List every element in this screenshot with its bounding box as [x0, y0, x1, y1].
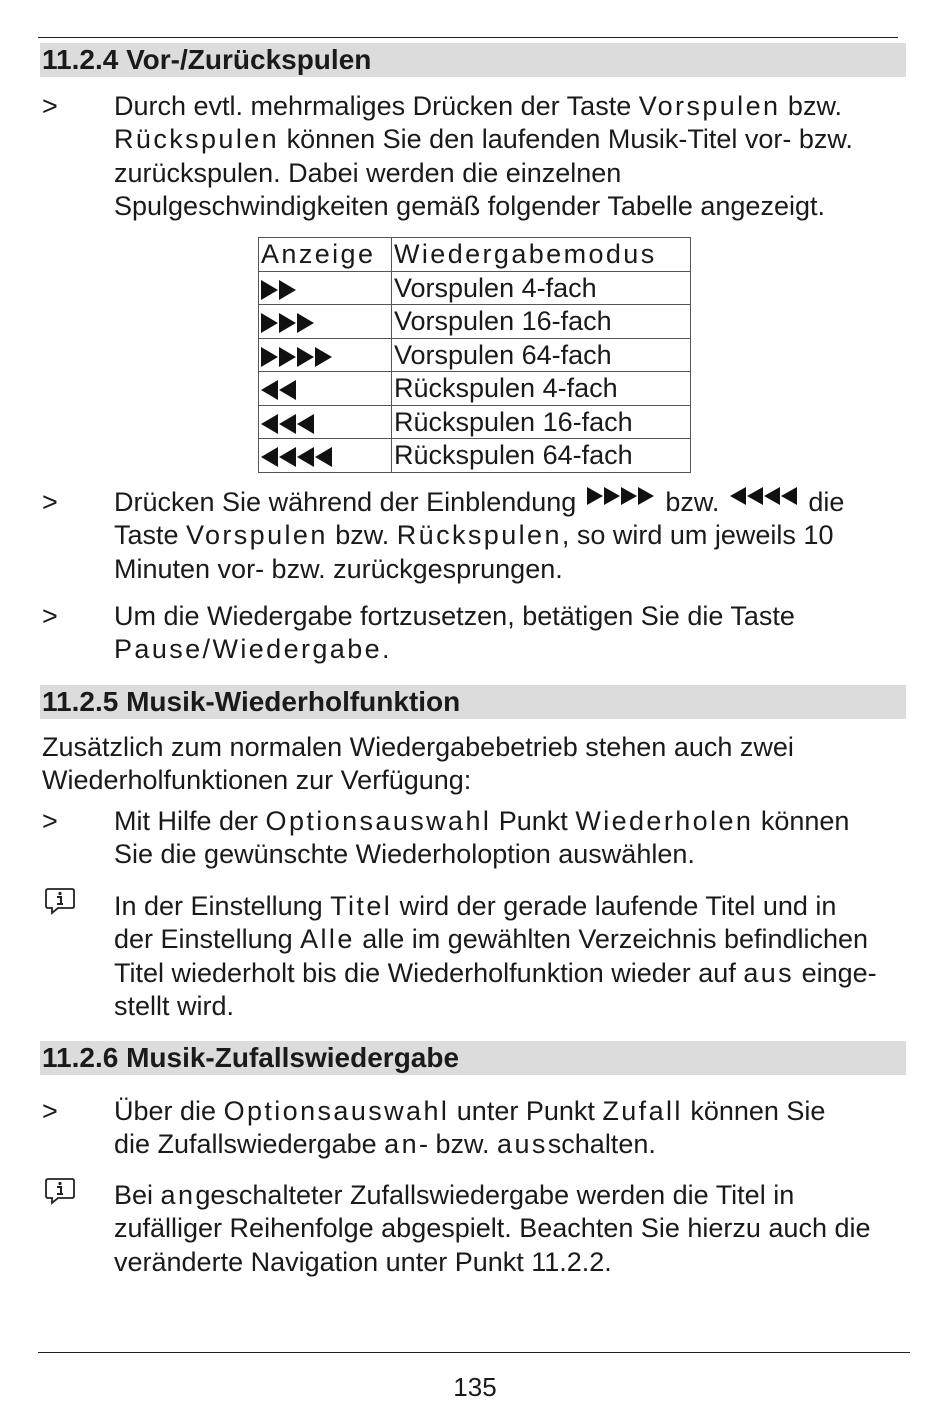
text: bzw. — [327, 520, 397, 551]
text-line — [114, 486, 914, 519]
text-line — [114, 519, 914, 552]
text-line: Sie die gewünschte Wiederholoption auswählen. — [114, 839, 695, 870]
key-label-pause-play: Pause/Wiedergabe — [114, 634, 383, 665]
table-cell-icon — [259, 271, 392, 305]
table-cell-mode: Rückspulen 16-fach — [392, 405, 691, 439]
rewind-4x-icon — [261, 447, 333, 467]
section-heading-shuffle: 11.2.6 Musik-Zufallswiedergabe — [40, 1041, 906, 1075]
table-cell-icon — [259, 305, 392, 339]
bullet-marker: > — [42, 601, 58, 631]
table-cell-icon — [259, 372, 392, 406]
text-line: veränderte Navigation unter Punkt 11.2.2. — [114, 1246, 612, 1277]
table-row — [259, 338, 691, 372]
bullet-marker: > — [42, 806, 58, 836]
bottom-rule — [38, 1352, 910, 1353]
forward-4x-icon — [261, 347, 333, 367]
info-icon — [44, 1177, 76, 1205]
text-line — [114, 123, 914, 156]
text: Drücken Sie während der Einblendung — [114, 487, 577, 517]
table-row — [259, 305, 691, 339]
text: Über die — [114, 1096, 224, 1126]
key-label-rewind: Rückspulen — [114, 124, 280, 155]
forward-3x-icon — [261, 313, 315, 333]
bullet-marker: > — [42, 1096, 58, 1126]
info-icon — [44, 887, 76, 915]
bullet-marker: > — [42, 487, 58, 517]
text-line: Wiederholfunktionen zur Verfügung: — [42, 765, 472, 796]
text-line — [114, 90, 914, 123]
text: der Einstellung — [114, 924, 301, 955]
text: Durch evtl. mehrmaliges Drücken der Taste — [114, 91, 639, 121]
text: - bzw. — [419, 1129, 498, 1160]
text: Titel wiederholt bis die Wiederholfunktion wieder auf — [114, 957, 744, 988]
table-row — [259, 372, 691, 406]
paragraph-resume-playback — [114, 600, 914, 667]
table-cell-icon — [259, 405, 392, 439]
key-label-title: Titel — [330, 891, 393, 921]
text-line — [114, 1179, 914, 1212]
text-line: Um die Wiedergabe fortzusetzen, betätigen Sie die Taste — [114, 601, 795, 631]
text: bzw. — [780, 91, 842, 121]
forward-2x-icon — [261, 280, 297, 300]
page-number: 135 — [453, 1372, 497, 1402]
table-cell-mode: Vorspulen 64-fach — [392, 338, 691, 372]
bullet-marker: > — [42, 91, 58, 121]
table-header-row — [259, 238, 691, 272]
text-line — [114, 1095, 914, 1128]
text-line: Minuten vor- bzw. zurückgesprungen. — [114, 553, 563, 584]
key-label-all: Alle — [300, 924, 355, 955]
text: In der Einstellung — [114, 891, 331, 921]
text-line: zurückspulen. Dabei werden die einzelnen — [114, 157, 622, 188]
text: , so wird um jeweils 10 — [561, 520, 834, 551]
text: können Sie — [682, 1096, 826, 1126]
rewind-3x-icon — [261, 414, 315, 434]
key-label-options: Optionsauswahl — [223, 1096, 450, 1126]
table-header-mode: Wiedergabemodus — [392, 238, 691, 272]
spool-speed-table — [258, 237, 691, 473]
text-line — [114, 805, 914, 838]
table-cell-mode: Rückspulen 4-fach — [392, 372, 691, 406]
rewind-2x-icon — [261, 380, 297, 400]
paragraph-repeat-intro — [42, 731, 794, 798]
text-line: zufälliger Reihenfolge abgespielt. Beachten Sie hierzu auch die — [114, 1213, 871, 1244]
text-line — [114, 957, 914, 990]
text: schalten. — [547, 1129, 656, 1160]
key-label-on: an — [160, 1180, 196, 1210]
note-shuffle — [114, 1179, 914, 1279]
text-line — [114, 923, 914, 956]
table-cell-mode: Rückspulen 64-fach — [392, 439, 691, 473]
table-cell-icon — [259, 338, 392, 372]
text-line — [114, 890, 914, 923]
text: geschalteter Zufallswiedergabe werden die Titel in — [195, 1180, 795, 1210]
table-row — [259, 271, 691, 305]
table-cell-mode: Vorspulen 16-fach — [392, 305, 691, 339]
paragraph-skip-10-min — [114, 486, 914, 586]
table-row — [259, 405, 691, 439]
note-repeat-settings — [114, 890, 914, 1023]
table-cell-mode: Vorspulen 4-fach — [392, 271, 691, 305]
key-label-forward: Vorspulen — [638, 91, 781, 121]
text: wird der gerade laufende Titel und in — [392, 891, 837, 921]
key-label-off: aus — [497, 1129, 548, 1160]
text-line: stellt wird. — [114, 990, 235, 1021]
key-label-shuffle: Zufall — [602, 1096, 683, 1126]
text: bzw. — [665, 487, 720, 517]
text: Punkt — [491, 806, 576, 836]
rewind-4x-icon — [730, 487, 798, 505]
key-label-off: aus — [743, 957, 795, 988]
text-line — [114, 633, 914, 666]
forward-4x-icon — [587, 487, 655, 505]
text-line: Spulgeschwindigkeiten gemäß folgender Tabelle angezeigt. — [114, 190, 825, 221]
table-cell-icon — [259, 439, 392, 473]
text: die — [808, 487, 845, 517]
paragraph-repeat-option — [114, 805, 914, 872]
text: können Sie den laufenden Musik-Titel vor- bzw. — [279, 124, 853, 155]
text: die Zufallswiedergabe — [114, 1129, 385, 1160]
text-line — [114, 1128, 914, 1161]
paragraph-shuffle-option — [114, 1095, 914, 1162]
key-label-rewind: Rückspulen — [396, 520, 562, 551]
text: alle im gewählten Verzeichnis befindlichen — [354, 924, 869, 955]
key-label-repeat: Wiederholen — [575, 806, 754, 836]
top-rule — [38, 37, 898, 38]
text: einge- — [794, 957, 877, 988]
table-header-display: Anzeige — [259, 238, 392, 272]
key-label-options: Optionsauswahl — [265, 806, 492, 836]
section-heading-repeat: 11.2.5 Musik-Wiederholfunktion — [40, 685, 906, 719]
text: Mit Hilfe der — [114, 806, 266, 836]
text: Taste — [114, 520, 187, 551]
key-label-on: an — [384, 1129, 420, 1160]
text: Bei — [114, 1180, 161, 1210]
text: können — [753, 806, 850, 836]
table-row — [259, 439, 691, 473]
text: unter Punkt — [449, 1096, 603, 1126]
key-label-forward: Vorspulen — [186, 520, 328, 551]
section-heading-rewind: 11.2.4 Vor-/Zurückspulen — [40, 43, 906, 77]
paragraph-spool-intro — [114, 90, 914, 223]
text: . — [382, 634, 390, 665]
text-line: Zusätzlich zum normalen Wiedergabebetrieb stehen auch zwei — [42, 732, 794, 762]
